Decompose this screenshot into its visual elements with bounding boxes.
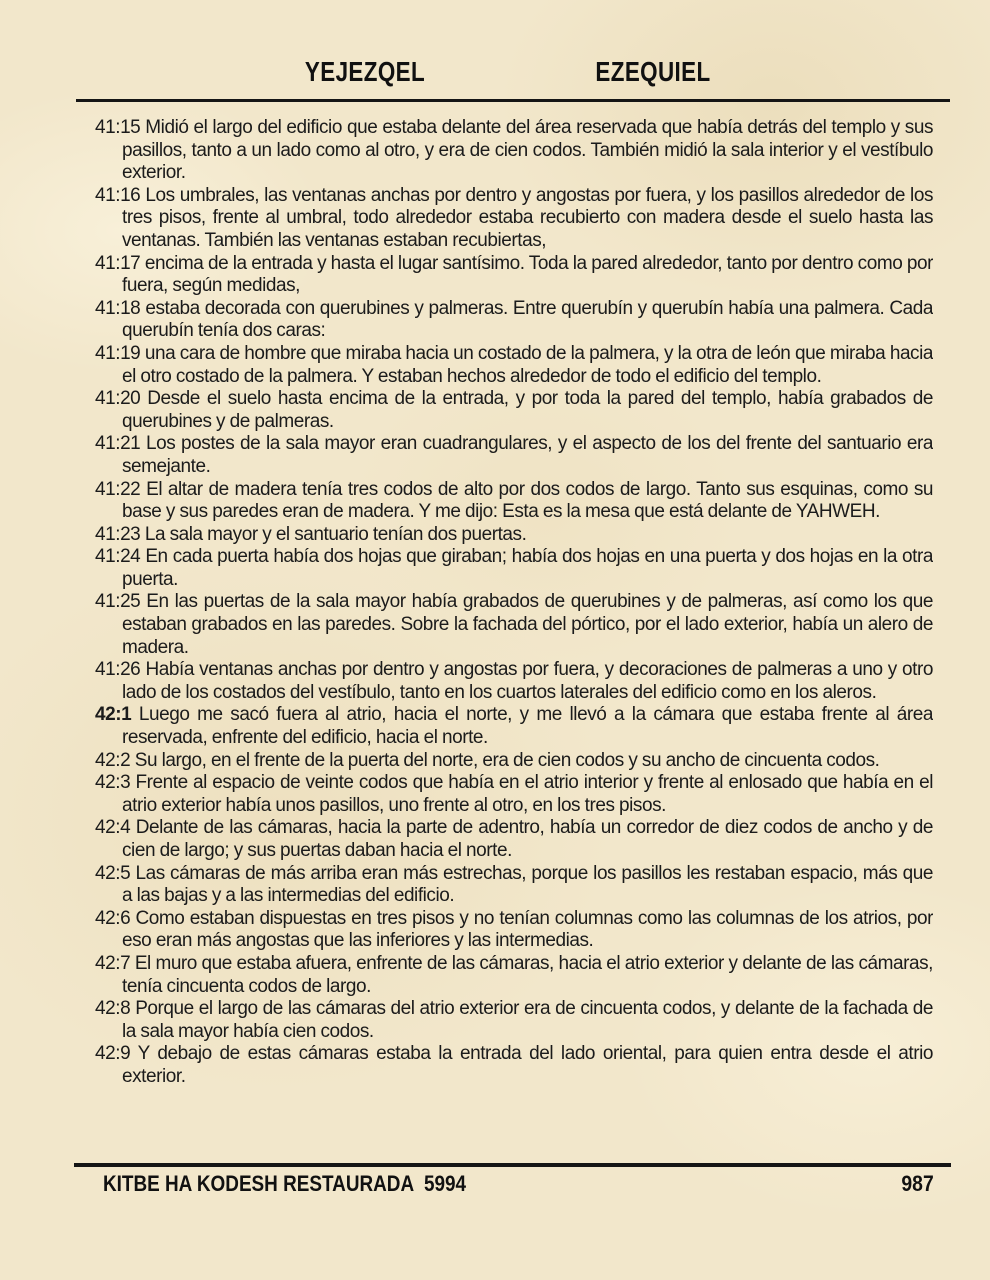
- verse-text: En cada puerta había dos hojas que giraban; había dos hojas en una puerta y dos hojas en la otra puerta.: [122, 546, 933, 590]
- verse-text: estaba decorada con querubines y palmeras. Entre querubín y querubín había una palmera. Cada querubín tenía dos caras:: [122, 297, 933, 342]
- verse-text: Midió el largo del edificio que estaba delante del área reservada que había detrás del templo y sus pasillos, tanto a un lado como al otro, y era de cien codos. También midió la sala interior y el vestíbulo exterior.: [122, 117, 933, 184]
- verse: [95, 750, 933, 773]
- verse-text: Su largo, en el frente de la puerta del norte, era de cien codos y su ancho de cincuenta codos.: [130, 749, 880, 771]
- verse-ref: 41:25: [95, 591, 141, 613]
- verse-ref: 41:18: [95, 297, 141, 319]
- verse: [95, 659, 933, 704]
- verse-text: El muro que estaba afuera, enfrente de las cámaras, hacia el atrio exterior y delante de las cámaras, tenía cincuenta codos de largo.: [122, 952, 933, 997]
- verse-text: Porque el largo de las cámaras del atrio exterior era de cincuenta codos, y delante de la fachada de la sala mayor había cien codos.: [122, 998, 933, 1042]
- verse-text: encima de la entrada y hasta el lugar santísimo. Toda la pared alrededor, tanto por dentro como por fuera, según medidas,: [122, 252, 933, 297]
- verse-text: Desde el suelo hasta encima de la entrada, y por toda la pared del templo, había grabados de querubines y de palmeras.: [122, 388, 933, 432]
- verse-ref: 42:2: [95, 749, 131, 771]
- verse-text: una cara de hombre que miraba hacia un costado de la palmera, y la otra de león que miraba hacia el otro costado de la palmera. Y estaban hechos alrededor de todo el edificio del templo.: [122, 342, 933, 387]
- verse: [95, 998, 933, 1043]
- verse-ref: 41:16: [95, 184, 141, 206]
- verse-ref: 41:19: [95, 342, 141, 364]
- footer-book-title: KITBE HA KODESH RESTAURADA 5994: [103, 1171, 467, 1196]
- verse-ref: 41:26: [95, 659, 141, 681]
- verse: [95, 388, 933, 433]
- verse: [95, 1043, 933, 1088]
- verse-ref: 42:5: [95, 862, 131, 884]
- verse: [95, 772, 933, 817]
- verse: [95, 298, 933, 343]
- verse: [95, 117, 933, 185]
- verse-ref: 41:17: [95, 252, 141, 274]
- page-number: 987: [901, 1171, 934, 1196]
- verse: [95, 433, 933, 478]
- verse: [95, 524, 933, 547]
- verse: [95, 343, 933, 388]
- verse-text: Y debajo de estas cámaras estaba la entrada del lado oriental, para quien entra desde el atrio exterior.: [122, 1043, 933, 1087]
- verse-ref: 41:23: [95, 523, 141, 545]
- page-header: [0, 56, 990, 96]
- verse-ref: 41:24: [95, 546, 141, 568]
- verse-text: Delante de las cámaras, hacia la parte de adentro, había un corredor de diez codos de ancho y de cien de largo; y sus puertas daban hacia el norte.: [122, 817, 933, 861]
- verse: [95, 908, 933, 953]
- verse: [95, 479, 933, 524]
- header-title-spanish: EZEQUIEL: [595, 56, 711, 87]
- verse: [95, 953, 933, 998]
- verse-text: En las puertas de la sala mayor había grabados de querubines y de palmeras, así como los que estaban grabados en las paredes. Sobre la fachada del pórtico, por el lado exterior, había un alero de madera.: [122, 591, 933, 658]
- verse-text: Los postes de la sala mayor eran cuadrangulares, y el aspecto de los del frente del santuario era semejante.: [122, 433, 933, 477]
- verse-text: Luego me sacó fuera al atrio, hacia el norte, y me llevó a la cámara que estaba frente al área reservada, enfrente del edificio, hacia el norte.: [122, 704, 933, 749]
- verse-ref: 42:3: [95, 772, 131, 794]
- verse: [95, 591, 933, 659]
- verse-ref: 41:20: [95, 388, 141, 410]
- verse: [95, 185, 933, 253]
- verse-ref: 42:8: [95, 998, 131, 1020]
- verse-text: Los umbrales, las ventanas anchas por dentro y angostas por fuera, y los pasillos alrededor de los tres pisos, frente al umbral, todo alrededor estaba recubierto con madera desde el suelo hasta las ventanas. También las ventanas estaban recubiertas,: [122, 184, 933, 251]
- verse-ref: 41:22: [95, 478, 141, 500]
- verse-text: Había ventanas anchas por dentro y angostas por fuera, y decoraciones de palmeras a uno y otro lado de los costados del vestíbulo, tanto en los cuartos laterales del edificio como en los aleros.: [122, 659, 933, 703]
- verse-ref: 42:7: [95, 952, 131, 974]
- verse-ref: 42:9: [95, 1043, 131, 1065]
- verse-text: El altar de madera tenía tres codos de alto por dos codos de largo. Tanto sus esquinas, como su base y sus paredes eran de madera. Y me dijo: Esta es la mesa que está delante de YAHWEH.: [122, 478, 933, 523]
- verse-text: La sala mayor y el santuario tenían dos puertas.: [140, 523, 527, 545]
- header-divider-rule: [76, 99, 950, 102]
- footer-divider-rule: [74, 1163, 951, 1167]
- verse-ref: 42:1: [95, 704, 132, 726]
- verse: [95, 546, 933, 591]
- verse-ref: 42:6: [95, 907, 131, 929]
- verse: [95, 863, 933, 908]
- verse: [95, 817, 933, 862]
- header-title-hebrew: YEJEZQEL: [304, 56, 426, 87]
- verse-list: [95, 117, 933, 1161]
- verse-text: Frente al espacio de veinte codos que había en el atrio interior y frente al enlosado que había en el atrio exterior había unos pasillos, uno frente al otro, en los tres pisos.: [122, 772, 933, 816]
- verse: [95, 253, 933, 298]
- verse-ref: 42:4: [95, 817, 131, 839]
- verse: [95, 704, 933, 749]
- verse-ref: 41:21: [95, 433, 141, 455]
- verse-text: Como estaban dispuestas en tres pisos y no tenían columnas como las columnas de los atrios, por eso eran más angostas que las inferiores y las intermedias.: [122, 907, 933, 952]
- verse-ref: 41:15: [95, 117, 141, 138]
- verse-text: Las cámaras de más arriba eran más estrechas, porque los pasillos les restaban espacio, más que a las bajas y a las intermedias del edificio.: [122, 862, 933, 907]
